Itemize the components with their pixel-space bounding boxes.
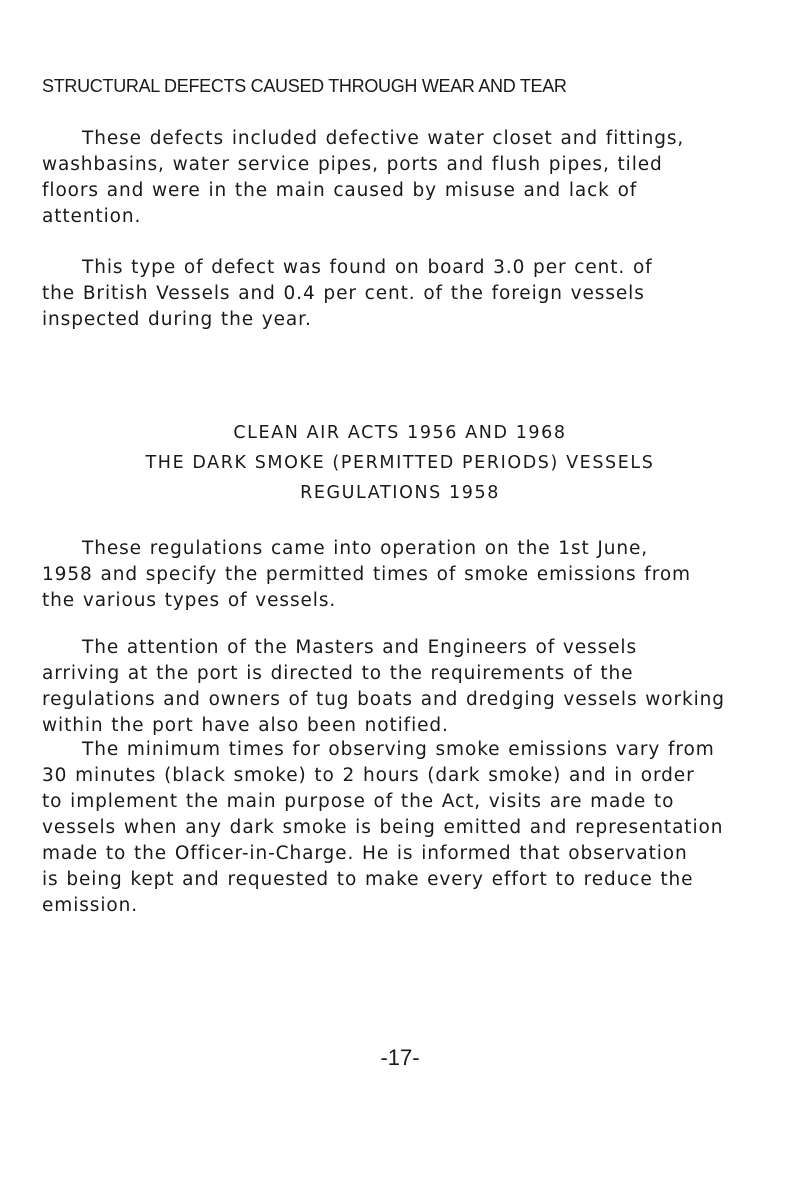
text-line: is being kept and requested to make every effort to reduce the [42, 869, 694, 890]
text-line: within the port have also been notified. [42, 715, 449, 736]
regulations-title [0, 418, 800, 508]
text-line: The attention of the Masters and Engineers of vessels [82, 637, 637, 658]
paragraph-defect-rate [42, 255, 787, 333]
text-line: These defects included defective water closet and fittings, [82, 128, 685, 149]
title-line: THE DARK SMOKE (PERMITTED PERIODS) VESSELS [145, 453, 655, 473]
text-line: to implement the main purpose of the Act, visits are made to [42, 791, 675, 812]
section-heading: STRUCTURAL DEFECTS CAUSED THROUGH WEAR AND TEAR [42, 76, 567, 96]
title-line: CLEAN AIR ACTS 1956 AND 1968 [233, 423, 567, 443]
paragraph-smoke-emissions [42, 737, 787, 919]
text-line: attention. [42, 206, 142, 227]
text-line: floors and were in the main caused by misuse and lack of [42, 180, 638, 201]
paragraph-masters-engineers [42, 635, 787, 739]
text-line: inspected during the year. [42, 309, 312, 330]
page-number: -17- [380, 1045, 420, 1070]
title-line: REGULATIONS 1958 [300, 483, 500, 503]
text-line: washbasins, water service pipes, ports and flush pipes, tiled [42, 154, 663, 175]
text-line: 30 minutes (black smoke) to 2 hours (dark smoke) and in order [42, 765, 695, 786]
text-line: made to the Officer-in-Charge. He is informed that observation [42, 843, 688, 864]
text-line: the British Vessels and 0.4 per cent. of the foreign vessels [42, 283, 645, 304]
text-line: This type of defect was found on board 3.0 per cent. of [82, 257, 653, 278]
text-line: the various types of vessels. [42, 590, 337, 611]
text-line: arriving at the port is directed to the requirements of the [42, 663, 634, 684]
paragraph-defects [42, 126, 787, 230]
text-line: The minimum times for observing smoke emissions vary from [82, 739, 715, 760]
text-line: regulations and owners of tug boats and dredging vessels working [42, 689, 725, 710]
text-line: These regulations came into operation on the 1st June, [82, 538, 649, 559]
text-line: emission. [42, 895, 138, 916]
text-line: vessels when any dark smoke is being emitted and representation [42, 817, 724, 838]
paragraph-regulations [42, 536, 787, 614]
text-line: 1958 and specify the permitted times of smoke emissions from [42, 564, 691, 585]
